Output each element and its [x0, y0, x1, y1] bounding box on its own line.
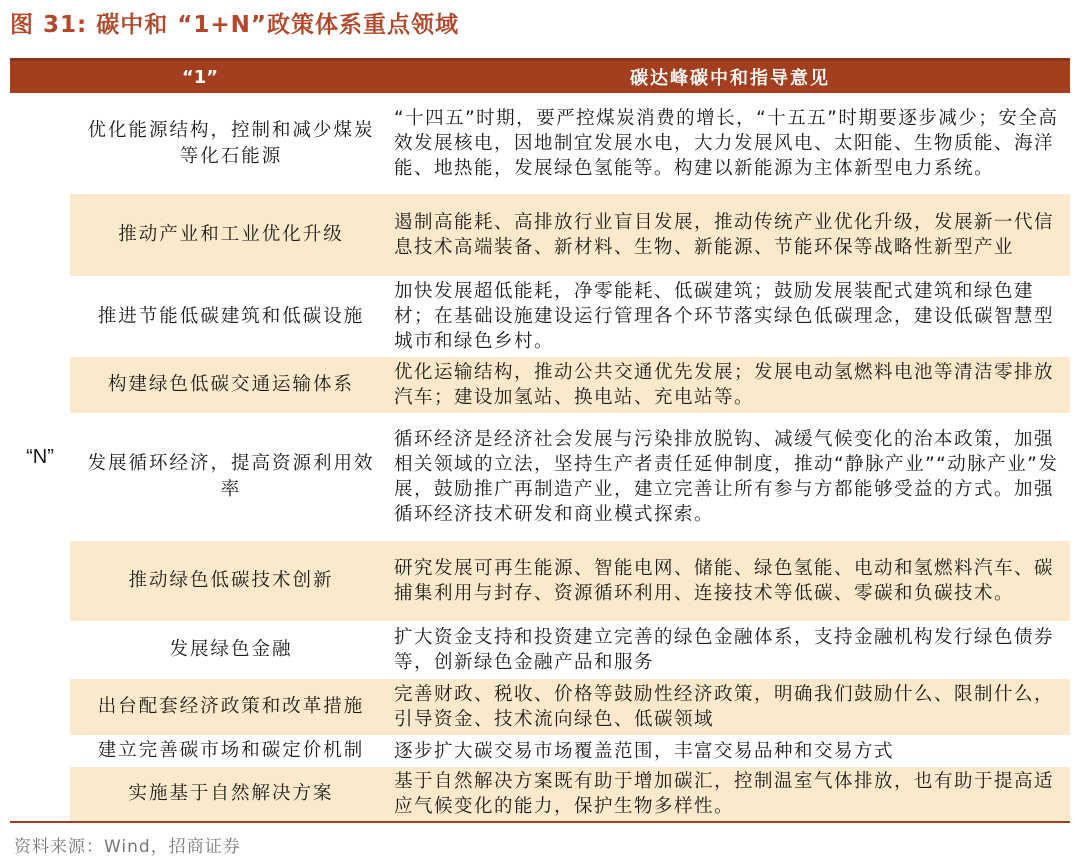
policy-detail: 基于自然解决方案既有助于增加碳汇，控制温室气体排放，也有助于提高适应气候变化的能力，保护生物多样性。	[394, 771, 1055, 817]
policy-detail: 逐步扩大碳交易市场覆盖范围，丰富交易品种和交易方式	[394, 740, 895, 762]
table-row	[70, 413, 1070, 541]
header-one: “1”	[181, 66, 219, 88]
table-row	[70, 679, 1070, 735]
policy-area: 实施基于自然解决方案	[128, 783, 334, 804]
table-row	[70, 735, 1070, 767]
policy-area: 推动产业和工业优化升级	[118, 224, 344, 245]
policy-detail: 循环经济是经济社会发展与污染排放脱钩、减缓气候变化的治本政策，加强相关领域的立法，坚持生产者责任延伸制度，推动“静脉产业”“动脉产业”发展，鼓励推广再制造产业，建立完善让所有参与方都能够受益的方式。加强循环经济技术研发和商业模式探索。	[394, 429, 1059, 525]
policy-detail: 遏制高能耗、高排放行业盲目发展，推动传统产业优化升级，发展新一代信息技术高端装备、新材料、生物、新能源、节能环保等战略性新型产业	[394, 212, 1055, 258]
table-row	[70, 276, 1070, 357]
policy-detail: 扩大资金支持和投资建立完善的绿色金融体系，支持金融机构发行绿色债券等，创新绿色金融产品和服务	[394, 627, 1055, 673]
policy-area: 优化能源结构，控制和减少煤炭等化石能源	[87, 119, 375, 167]
table-row	[70, 194, 1070, 276]
table-body	[10, 93, 1070, 821]
table-row	[70, 93, 1070, 194]
n-label: “N”	[26, 445, 54, 468]
policy-area: 建立完善碳市场和碳定价机制	[97, 740, 365, 761]
policy-area: 发展循环经济，提高资源利用效率	[87, 453, 375, 500]
policy-area: 出台配套经济政策和改革措施	[97, 696, 365, 717]
policy-table	[10, 58, 1070, 823]
source-note: 资料来源：Wind，招商证券	[14, 837, 241, 857]
policy-detail: 研究发展可再生能源、智能电网、储能、绿色氢能、电动和氢燃料汽车、碳捕集利用与封存、资源循环利用、连接技术等低碳、零碳和负碳技术。	[394, 558, 1055, 604]
policy-area: 发展绿色金融	[169, 639, 293, 660]
table-row	[70, 767, 1070, 821]
table-row	[70, 357, 1070, 413]
policy-detail: “十四五”时期，要严控煤炭消费的增长，“十五五”时期要逐步减少；安全高效发展核电，因地制宜发展水电，大力发展风电、太阳能、生物质能、海洋能、地热能，发展绿色氢能等。构建以新能源为主体新型电力系统。	[394, 108, 1059, 179]
policy-detail: 优化运输结构，推动公共交通优先发展；发展电动氢燃料电池等清洁零排放汽车；建设加氢站、换电站、充电站等。	[394, 362, 1055, 408]
table-row	[70, 621, 1070, 679]
table-rows	[70, 93, 1070, 821]
policy-area: 推动绿色低碳技术创新	[128, 570, 334, 591]
bottom-rule	[10, 821, 1070, 823]
table-header	[10, 58, 1070, 93]
table-row	[70, 541, 1070, 621]
figure-title: 图 31: 碳中和 “1+N”政策体系重点领域	[10, 12, 459, 38]
policy-detail: 完善财政、税收、价格等鼓励性经济政策，明确我们鼓励什么、限制什么，引导资金、技术流向绿色、低碳领域	[394, 684, 1055, 730]
policy-detail: 加快发展超低能耗，净零能耗、低碳建筑；鼓励发展装配式建筑和绿色建材；在基础设施建设运行管理各个环节落实绿色低碳理念，建设低碳智慧型城市和绿色乡村。	[394, 281, 1055, 352]
policy-area: 构建绿色低碳交通运输体系	[107, 374, 354, 395]
header-guidance: 碳达峰碳中和指导意见	[630, 68, 830, 89]
policy-area: 推进节能低碳建筑和低碳设施	[97, 305, 365, 327]
